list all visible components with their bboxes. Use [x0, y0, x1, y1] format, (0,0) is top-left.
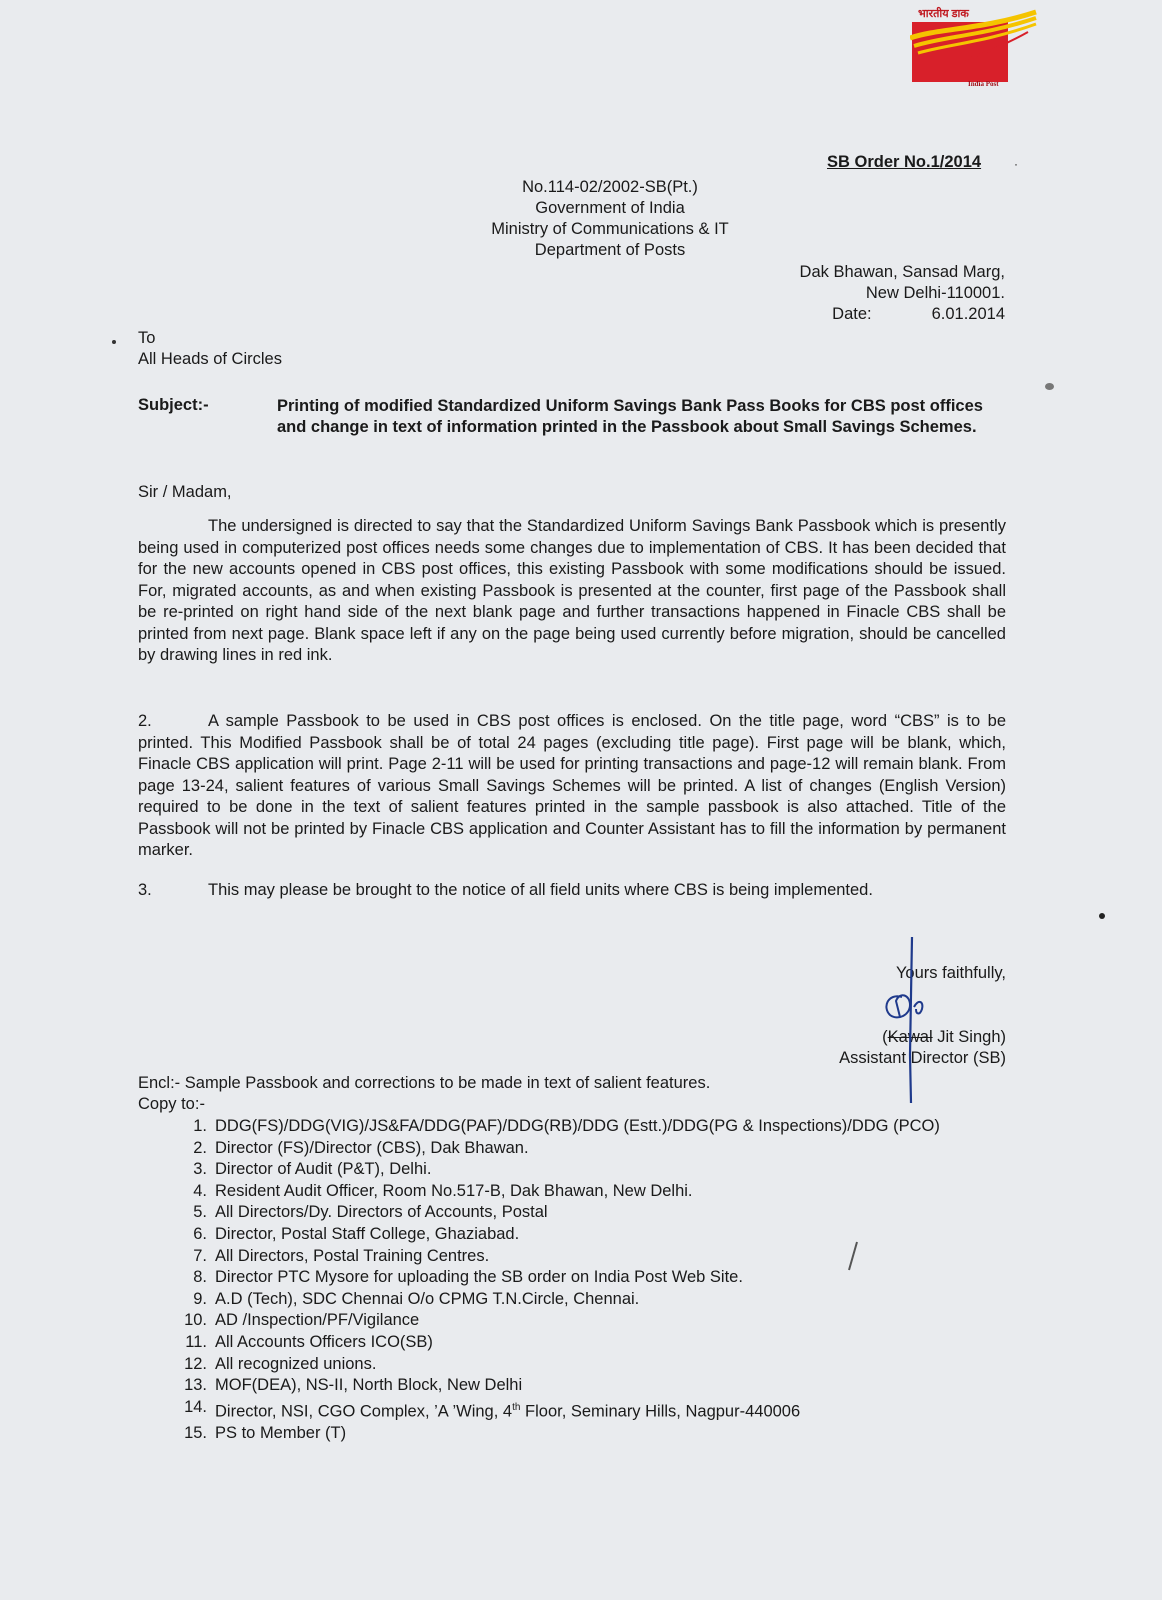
recipient-block — [138, 328, 282, 370]
list-item-text: Director, Postal Staff College, Ghaziabad. — [215, 1224, 520, 1243]
list-item — [171, 1224, 1011, 1246]
list-item — [171, 1289, 1011, 1311]
scan-speck — [1045, 383, 1054, 390]
list-item-text: DDG(FS)/DDG(VIG)/JS&FA/DDG(PAF)/DDG(RB)/DDG (Estt.)/DDG(PG & Inspections)/DDG (PCO) — [215, 1117, 940, 1135]
date-label: Date: — [832, 305, 872, 323]
list-item-text: Director (FS)/Director (CBS), Dak Bhawan. — [215, 1138, 529, 1157]
list-item-number: 10. — [184, 1311, 207, 1330]
list-item-text: All Accounts Officers ICO(SB) — [215, 1332, 433, 1351]
list-item — [171, 1159, 1011, 1181]
subject-text: Printing of modified Standardized Uniform Savings Bank Pass Books for CBS post offices and change in text of information printed in the Passbook about Small Savings Schemes. — [277, 397, 983, 436]
list-item-text: PS to Member (T) — [215, 1423, 347, 1442]
salutation: Sir / Madam, — [138, 483, 232, 501]
government-line: Government of India — [535, 199, 685, 217]
copy-to-label: Copy to:- — [138, 1095, 205, 1113]
date-row — [800, 304, 1005, 325]
list-item — [171, 1267, 1011, 1289]
order-number: SB Order No.1/2014 — [827, 153, 982, 171]
logo-hindi-text: भारतीय डाक — [918, 8, 969, 20]
list-item — [171, 1310, 1011, 1332]
sender-address — [800, 262, 1005, 325]
list-item-number: 4. — [193, 1181, 207, 1200]
list-item-number: 9. — [193, 1289, 207, 1308]
name-struck-part: Kawal — [887, 1028, 933, 1046]
list-item-text: Director of Audit (P&T), Delhi. — [215, 1160, 432, 1179]
list-item-text: AD /Inspection/PF/Vigilance — [215, 1311, 420, 1330]
list-item-number: 3. — [193, 1160, 207, 1179]
enclosure-line: Encl:- Sample Passbook and corrections to be made in text of salient features. — [138, 1074, 711, 1092]
list-item-number: 14. — [184, 1397, 207, 1416]
list-item — [171, 1138, 1011, 1160]
scan-speck — [112, 340, 116, 344]
list-item — [171, 1246, 1011, 1268]
list-item — [171, 1423, 1011, 1445]
paragraph-3 — [138, 880, 1006, 902]
list-item-number: 15. — [184, 1423, 207, 1442]
list-item-number: 8. — [193, 1268, 207, 1287]
list-item-number: 2. — [193, 1138, 207, 1157]
list-item-number: 1. — [193, 1117, 207, 1135]
scan-speck — [1099, 913, 1105, 919]
to-label: To — [138, 329, 156, 347]
subject-label: Subject:- — [138, 396, 209, 414]
list-item-number: 11. — [185, 1332, 207, 1351]
list-item-text-post: Floor, Seminary Hills, Nagpur-440006 — [520, 1402, 801, 1421]
name-rest: Jit Singh) — [937, 1028, 1006, 1046]
list-item — [171, 1116, 1011, 1138]
paragraph-1-text: The undersigned is directed to say that the Standardized Uniform Savings Bank Passbook which is presently being used in computerized post offices needs some changes due to implementation of CBS. It has been decided that for the new accounts opened in CBS post offices, this existing Passbook with some modifications should be issued. For, migrated accounts, as and when existing Passbook is presented at the counter, first page of the Passbook shall be re-printed on right hand side of the next blank page and further transactions happened in Finacle CBS shall be printed from next page. Blank space left if any on the page being used currently before migration, should be cancelled by drawing lines in red ink. — [138, 517, 1006, 664]
pen-mark — [846, 1240, 860, 1274]
list-item-text — [215, 1397, 1011, 1423]
address-line-1: Dak Bhawan, Sansad Marg, — [799, 263, 1005, 281]
copy-to-list — [171, 1116, 1011, 1444]
department-line: Department of Posts — [534, 241, 686, 259]
list-item-text: MOF(DEA), NS-II, North Block, New Delhi — [215, 1376, 523, 1395]
list-item — [171, 1202, 1011, 1224]
list-item — [171, 1181, 1011, 1203]
list-item — [171, 1397, 1011, 1423]
list-item-number: 13. — [184, 1376, 207, 1395]
list-item-number: 7. — [193, 1246, 207, 1265]
paragraph-1 — [138, 516, 1006, 667]
list-item-text: All Directors, Postal Training Centres. — [215, 1246, 490, 1265]
paragraph-3-text: This may please be brought to the notice of all field units where CBS is being implemented. — [208, 881, 873, 899]
india-post-logo — [910, 6, 1060, 92]
enclosure-block — [138, 1073, 710, 1115]
list-item-text: Resident Audit Officer, Room No.517-B, Dak Bhawan, New Delhi. — [215, 1181, 693, 1200]
signatory-designation: Assistant Director (SB) — [839, 1049, 1006, 1067]
list-item-text: All Directors/Dy. Directors of Accounts, Postal — [215, 1203, 548, 1222]
letter-header — [360, 177, 860, 261]
list-item — [171, 1375, 1011, 1397]
logo-brand-text: India Post — [968, 80, 999, 88]
list-item-text: All recognized unions. — [215, 1354, 377, 1373]
signatory-name — [839, 1027, 1006, 1048]
list-item-text-pre: Director, NSI, CGO Complex, ’A ’Wing, 4 — [215, 1402, 513, 1421]
list-item-superscript: th — [512, 1401, 521, 1413]
recipient-name: All Heads of Circles — [138, 350, 282, 368]
paragraph-2-number: 2. — [138, 712, 152, 730]
margin-dot: · — [1014, 157, 1018, 171]
paragraph-2-text: A sample Passbook to be used in CBS post offices is enclosed. On the title page, word “CBS” is to be printed. This Modified Passbook shall be of total 24 pages (excluding title page). First page will be blank, which, Finacle CBS application will print. Page 2-11 will be used for printing transactions and page-12 will remain blank. From page 13-24, salient features of various Small Savings Schemes will be printed. A list of changes (English Version) required to be done in the text of salient features printed in the sample passbook is also attached. Title of the Passbook will not be printed by Finacle CBS application and Counter Assistant has to fill the information by permanent marker. — [138, 712, 1006, 859]
list-item — [171, 1354, 1011, 1376]
paragraph-2 — [138, 711, 1006, 862]
list-item-number: 6. — [193, 1224, 207, 1243]
signature-block — [839, 963, 1006, 1069]
file-number: No.114-02/2002-SB(Pt.) — [522, 178, 698, 196]
closing-line: Yours faithfully, — [895, 964, 1006, 982]
ministry-line: Ministry of Communications & IT — [491, 220, 729, 238]
list-item-text: A.D (Tech), SDC Chennai O/o CPMG T.N.Circle, Chennai. — [215, 1289, 640, 1308]
list-item — [171, 1332, 1011, 1354]
address-line-2: New Delhi-110001. — [865, 284, 1005, 302]
name-open-paren: ( — [882, 1028, 888, 1046]
list-item-text: Director PTC Mysore for uploading the SB order on India Post Web Site. — [215, 1268, 743, 1287]
paragraph-3-number: 3. — [138, 881, 152, 899]
list-item-number: 5. — [193, 1203, 207, 1222]
date-value: 6.01.2014 — [931, 305, 1005, 323]
list-item-number: 12. — [184, 1354, 207, 1373]
